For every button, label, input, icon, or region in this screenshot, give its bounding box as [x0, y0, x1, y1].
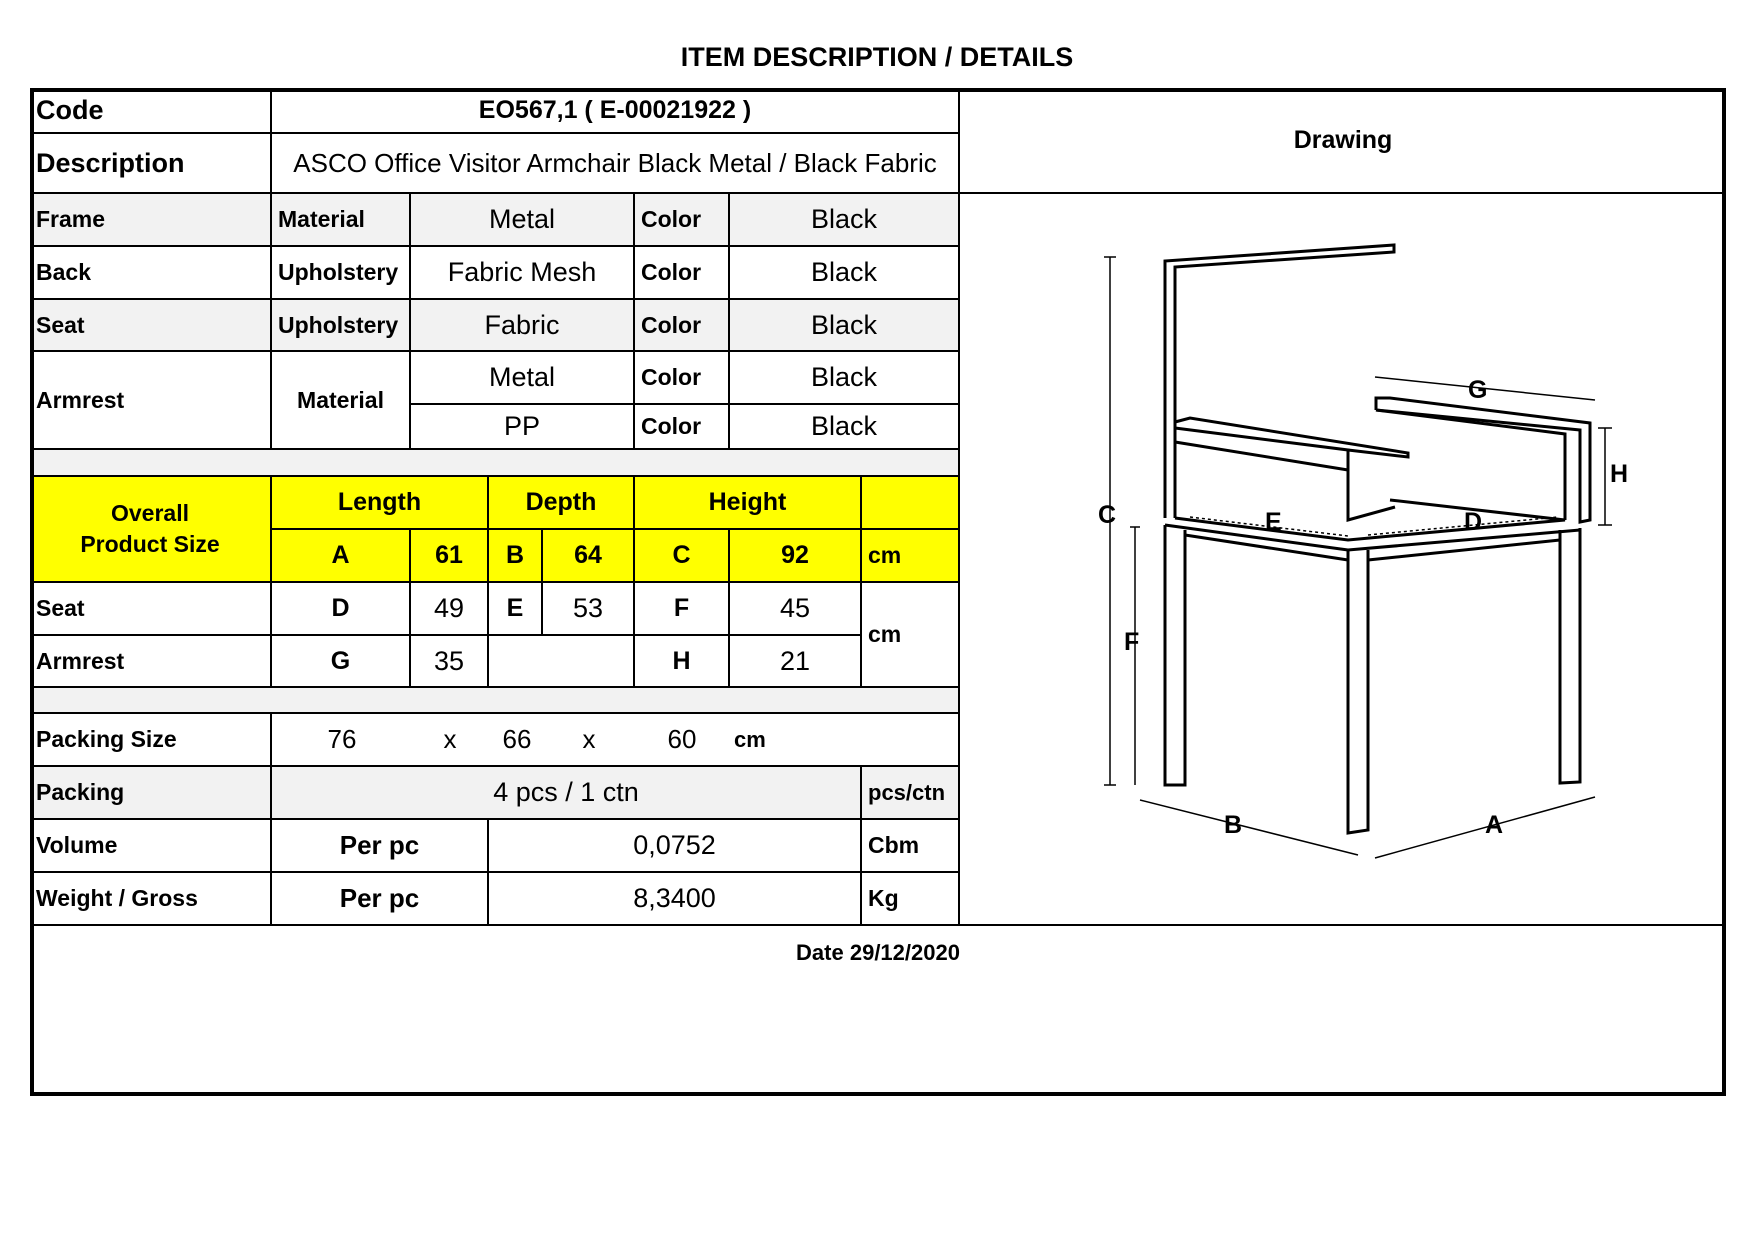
packing-size-values	[272, 714, 960, 767]
armrest-color-label-1: Color	[635, 352, 730, 405]
weight-unit: Kg	[862, 873, 960, 926]
packing-size-unit: cm	[734, 726, 766, 752]
g-value: 35	[411, 636, 489, 688]
dimension-lines	[1104, 257, 1612, 858]
packing-height: 60	[667, 724, 697, 754]
seat-color: Black	[730, 300, 960, 352]
row-spacer	[30, 688, 960, 714]
code-label: Code	[30, 88, 272, 134]
packing-width: 66	[502, 724, 532, 754]
armrest-color-1: Black	[730, 352, 960, 405]
weight-value: 8,3400	[489, 873, 862, 926]
b-letter: B	[489, 530, 543, 583]
back-kind: Upholstery	[272, 247, 411, 300]
e-letter: E	[489, 583, 543, 636]
left-armrest-shape	[1175, 428, 1395, 520]
drawing-header: Drawing	[960, 88, 1726, 194]
description-value: ASCO Office Visitor Armchair Black Metal / Black Fabric	[272, 134, 960, 194]
letter-f: F	[1124, 628, 1140, 656]
frame-color: Black	[730, 194, 960, 247]
document-title: ITEM DESCRIPTION / DETAILS	[680, 42, 1074, 72]
seat-label: Seat	[30, 300, 272, 352]
armrest-color-label-2: Color	[635, 405, 730, 450]
leg-front-right	[1560, 528, 1580, 783]
row-spacer	[30, 450, 960, 477]
back-color: Black	[730, 247, 960, 300]
b-value: 64	[543, 530, 635, 583]
description-label: Description	[30, 134, 272, 194]
letter-e: E	[1265, 508, 1282, 536]
letter-c: C	[1098, 501, 1117, 529]
armrest-value-1: Metal	[411, 352, 635, 405]
seat-kind: Upholstery	[272, 300, 411, 352]
e-value: 53	[543, 583, 635, 636]
g-letter: G	[272, 636, 411, 688]
dims-unit: cm	[862, 583, 960, 688]
packing-x2: x	[582, 724, 596, 754]
back-color-label: Color	[635, 247, 730, 300]
armrest-value-2: PP	[411, 405, 635, 450]
c-value: 92	[730, 530, 862, 583]
volume-unit: Cbm	[862, 820, 960, 873]
overall-unit: cm	[862, 530, 960, 583]
letter-h: H	[1610, 460, 1629, 488]
armrest-color-2: Black	[730, 405, 960, 450]
footer	[30, 926, 1726, 1096]
letter-d: D	[1464, 508, 1483, 536]
seat-dims-label: Seat	[30, 583, 272, 636]
armrest-dims-label: Armrest	[30, 636, 272, 688]
overall-size-text: Overall Product Size	[80, 500, 220, 557]
code-value: EO567,1 ( E-00021922 )	[272, 88, 960, 134]
h-value: 21	[730, 636, 862, 688]
f-letter: F	[635, 583, 730, 636]
unit-header-blank	[862, 477, 960, 530]
back-label: Back	[30, 247, 272, 300]
packing-x1: x	[443, 724, 457, 754]
a-value: 61	[411, 530, 489, 583]
packing-label: Packing	[30, 767, 272, 820]
weight-label: Weight / Gross	[30, 873, 272, 926]
seat-value: Fabric	[411, 300, 635, 352]
frame-color-label: Color	[635, 194, 730, 247]
frame-kind: Material	[272, 194, 411, 247]
date-text: Date 29/12/2020	[796, 940, 960, 965]
armrest-kind: Material	[272, 352, 411, 450]
packing-value: 4 pcs / 1 ctn	[272, 767, 862, 820]
rail-front	[1368, 540, 1560, 560]
back-value: Fabric Mesh	[411, 247, 635, 300]
frame-label: Frame	[30, 194, 272, 247]
overall-size-label	[30, 477, 272, 583]
length-header: Length	[272, 477, 489, 530]
leg-back-left	[1165, 525, 1185, 785]
packing-unit: pcs/ctn	[862, 767, 960, 820]
letter-a: A	[1485, 811, 1504, 839]
volume-value: 0,0752	[489, 820, 862, 873]
depth-header: Depth	[489, 477, 635, 530]
volume-label: Volume	[30, 820, 272, 873]
letter-b: B	[1224, 811, 1243, 839]
c-letter: C	[635, 530, 730, 583]
leg-front-left	[1348, 550, 1368, 833]
dim-line-b	[1140, 800, 1358, 855]
dash-d	[1368, 517, 1558, 535]
left-armrest-top	[1175, 418, 1408, 457]
empty-cell	[489, 636, 635, 688]
d-value: 49	[411, 583, 489, 636]
letter-g: G	[1468, 376, 1488, 404]
chair-lines	[1165, 245, 1590, 833]
armrest-label: Armrest	[30, 352, 272, 450]
height-header: Height	[635, 477, 862, 530]
chair-drawing-svg	[1060, 230, 1680, 890]
h-letter: H	[635, 636, 730, 688]
weight-per: Per pc	[272, 873, 489, 926]
packing-size-label: Packing Size	[30, 714, 272, 767]
seat-color-label: Color	[635, 300, 730, 352]
f-value: 45	[730, 583, 862, 636]
backrest-shape	[1165, 245, 1394, 518]
d-letter: D	[272, 583, 411, 636]
chair-drawing	[1060, 230, 1680, 890]
a-letter: A	[272, 530, 411, 583]
packing-length: 76	[327, 724, 357, 754]
frame-value: Metal	[411, 194, 635, 247]
volume-per: Per pc	[272, 820, 489, 873]
